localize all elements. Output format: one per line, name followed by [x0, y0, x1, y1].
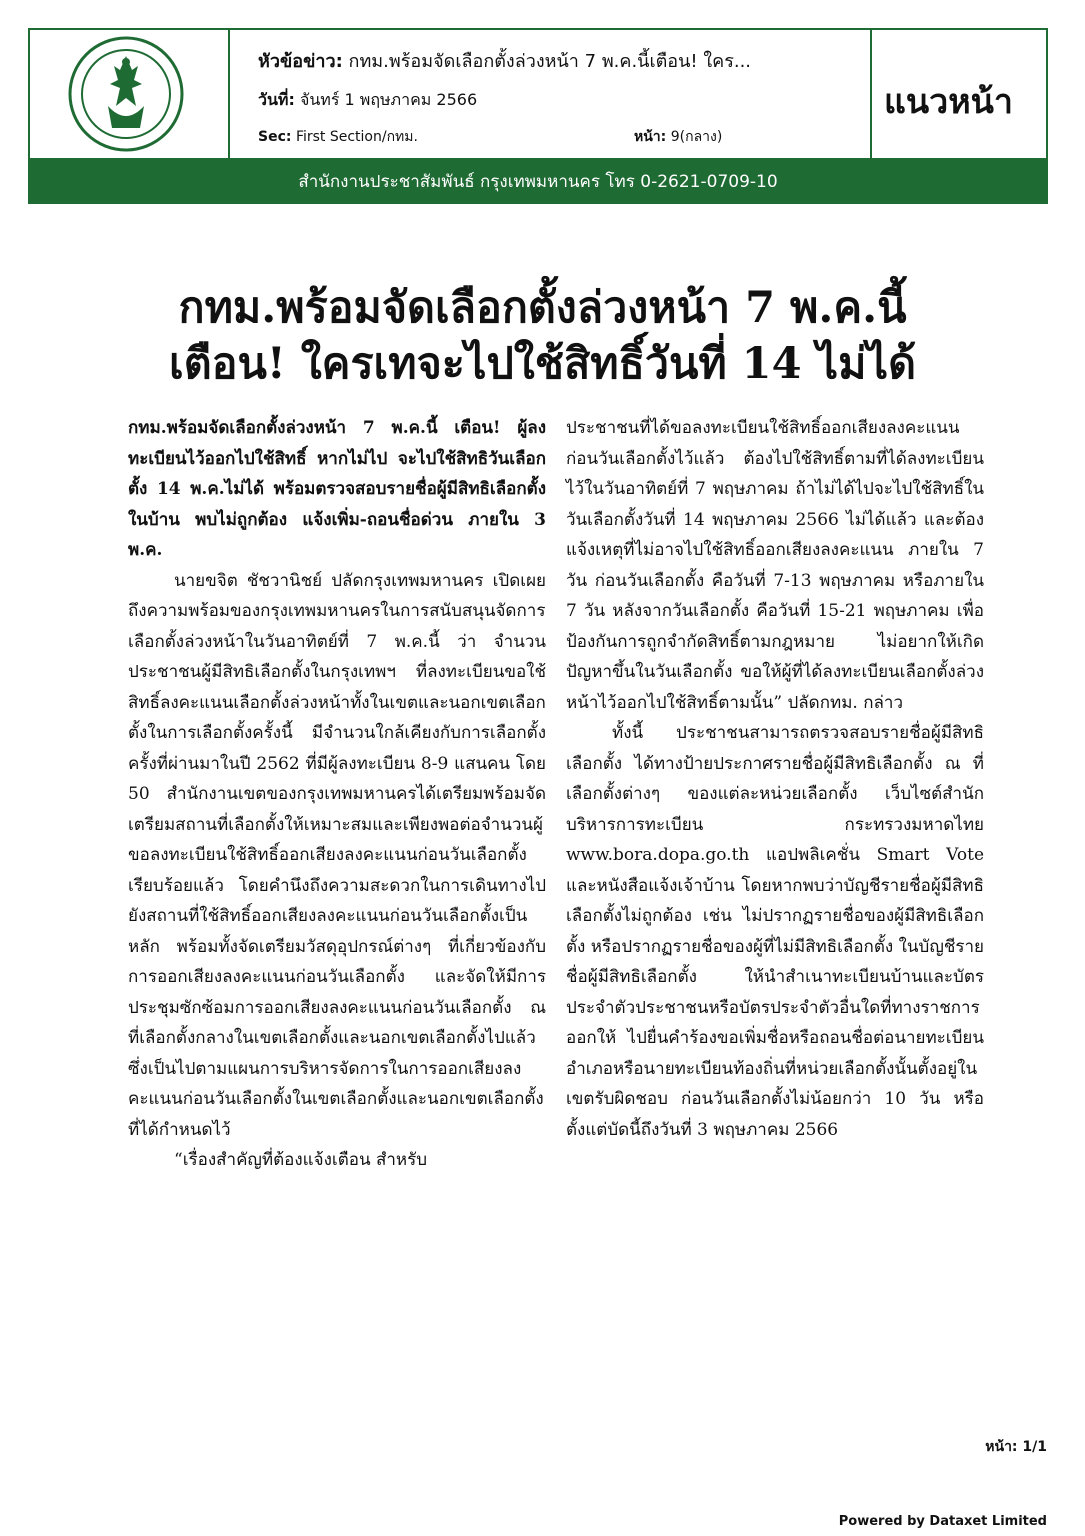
section-line: Sec: First Section/กทม.	[258, 129, 418, 145]
date-line: วันที่: จันทร์ 1 พฤษภาคม 2566	[258, 90, 478, 109]
headline-line: หัวข้อข่าว: กทม.พร้อมจัดเลือกตั้งล่วงหน้า 7 พ.ค.นี้เตือน! ใคร...	[258, 51, 752, 72]
newspaper-name: แนวหน้า	[884, 82, 1013, 122]
article-paragraph-2-start: “เรื่องสำคัญที่ต้องแจ้งเตือน สำหรับ	[174, 1150, 428, 1170]
article-paragraph-3: ทั้งนี้ ประชาชนสามารถตรวจสอบรายชื่อผู้มีสิทธิเลือกตั้ง ได้ทางป้ายประกาศรายชื่อผู้มีสิทธิเลือกตั้ง ณ ที่เลือกตั้งต่างๆ ของแต่ละหน่วยเลือกตั้ง เว็บไซต์สำนักบริหารการทะเบียน กระทรวงมหาดไทย www.bora.dopa.go.th แอปพลิเคชั่น Smart Vote และหนังสือแจ้งเจ้าบ้าน โดยหากพบว่าบัญชีรายชื่อผู้มีสิทธิเลือกตั้งไม่ถูกต้อง เช่น ไม่ปรากฏรายชื่อของผู้มีสิทธิเลือกตั้ง หรือปรากฏรายชื่อของผู้ที่ไม่มีสิทธิเลือกตั้ง ในบัญชีรายชื่อผู้มีสิทธิเลือกตั้ง ให้นำสำเนาทะเบียนบ้านและบัตรประจำตัวประชาชนหรือบัตรประจำตัวอื่นใดที่ทางราชการออกให้ ไปยื่นคำร้องขอเพิ่มชื่อหรือถอนชื่อต่อนายทะเบียนอำเภอหรือนายทะเบียนท้องถิ่นที่หน่วยเลือกตั้งนั้นตั้งอยู่ในเขตรับผิดชอบ ก่อนวันเลือกตั้งไม่น้อยกว่า 10 วัน หรือตั้งแต่บัดนี้ถึงวันที่ 3 พฤษภาคม 2566	[566, 723, 984, 1140]
headline-line-2: เตือน! ใครเทจะไปใช้สิทธิ์วันที่ 14 ไม่ได้	[169, 339, 916, 389]
page-line: หน้า: 9(กลาง)	[634, 129, 723, 145]
bma-seal-icon	[68, 36, 184, 152]
article-paragraph-2-cont: ประชาชนที่ได้ขอลงทะเบียนใช้สิทธิ์ออกเสียงลงคะแนนก่อนวันเลือกตั้งไว้แล้ว ต้องไปใช้สิทธิ์ตามที่ได้ลงทะเบียนไว้ในวันอาทิตย์ที่ 7 พฤษภาคม ถ้าไม่ได้ไปจะไปใช้สิทธิ์ในวันเลือกตั้งวันที่ 14 พฤษภาคม 2566 ไม่ได้แล้ว และต้องแจ้งเหตุที่ไม่อาจไปใช้สิทธิ์ออกเสียงลงคะแนน ภายใน 7 วัน ก่อนวันเลือกตั้ง คือวันที่ 7-13 พฤษภาคม หรือภายใน 7 วัน หลังจากวันเลือกตั้ง คือวันที่ 15-21 พฤษภาคม เพื่อป้องกันการถูกจำกัดสิทธิ์ตามกฎหมาย ไม่อยากให้เกิดปัญหาขึ้นในวันเลือกตั้ง ขอให้ผู้ที่ได้ลงทะเบียนเลือกตั้งล่วงหน้าไว้ออกไปใช้สิทธิ์ตามนั้น” ปลัดกทม. กล่าว	[566, 418, 984, 713]
headline-line-1: กทม.พร้อมจัดเลือกตั้งล่วงหน้า 7 พ.ค.นี้	[178, 283, 907, 333]
powered-by: Powered by Dataxet Limited	[838, 1514, 1047, 1529]
clipping-header	[28, 28, 1048, 204]
article-headline	[60, 280, 1025, 392]
article-lead: กทม.พร้อมจัดเลือกตั้งล่วงหน้า 7 พ.ค.นี้ เตือน! ผู้ลงทะเบียนไว้ออกไปใช้สิทธิ์ หากไม่ไป จะไปใช้สิทธิวันเลือกตั้ง 14 พ.ค.ไม่ได้ พร้อมตรวจสอบรายชื่อผู้มีสิทธิเลือกตั้งในบ้าน พบไม่ถูกต้อง แจ้งเพิ่ม-ถอนชื่อด่วน ภายใน 3 พ.ค.	[128, 418, 546, 560]
info-cell	[230, 30, 872, 158]
newspaper-name-cell	[872, 30, 1046, 158]
article-column-left	[128, 413, 546, 1176]
logo-cell	[30, 30, 230, 158]
article-column-right	[566, 413, 984, 1145]
office-bar: สำนักงานประชาสัมพันธ์ กรุงเทพมหานคร โทร 0-2621-0709-10	[28, 160, 1048, 204]
article-paragraph-1: นายขจิต ชัชวานิชย์ ปลัดกรุงเทพมหานคร เปิดเผยถึงความพร้อมของกรุงเทพมหานครในการสนับสนุนจัดการเลือกตั้งล่วงหน้าในวันอาทิตย์ที่ 7 พ.ค.นี้ ว่า จำนวนประชาชนผู้มีสิทธิเลือกตั้งในกรุงเทพฯ ที่ลงทะเบียนขอใช้สิทธิ์ลงคะแนนเลือกตั้งล่วงหน้าทั้งในเขตและนอกเขตเลือกตั้งในการเลือกตั้งครั้งนี้ มีจำนวนใกล้เคียงกับการเลือกตั้งครั้งที่ผ่านมาในปี 2562 ที่มีผู้ลงทะเบียน 8-9 แสนคน โดย 50 สำนักงานเขตของกรุงเทพมหานครได้เตรียมพร้อมจัดเตรียมสถานที่เลือกตั้งให้เหมาะสมและเพียงพอต่อจำนวนผู้ขอลงทะเบียนใช้สิทธิ์ออกเสียงลงคะแนนก่อนวันเลือกตั้งเรียบร้อยแล้ว โดยคำนึงถึงความสะดวกในการเดินทางไปยังสถานที่ใช้สิทธิ์ออกเสียงลงคะแนนก่อนวันเลือกตั้งเป็นหลัก พร้อมทั้งจัดเตรียมวัสดุอุปกรณ์ต่างๆ ที่เกี่ยวข้องกับการออกเสียงลงคะแนนก่อนวันเลือกตั้ง และจัดให้มีการประชุมซักซ้อมการออกเสียงลงคะแนนก่อนวันเลือกตั้ง ณ ที่เลือกตั้งกลางในเขตเลือกตั้งและนอกเขตเลือกตั้งไปแล้ว ซึ่งเป็นไปตามแผนการบริหารจัดการในการออกเสียงลงคะแนนก่อนวันเลือกตั้งในเขตเลือกตั้งและนอกเขตเลือกตั้งที่ได้กำหนดไว้	[128, 570, 546, 1140]
page-count: หน้า: 1/1	[985, 1439, 1047, 1455]
header-box	[28, 28, 1048, 160]
